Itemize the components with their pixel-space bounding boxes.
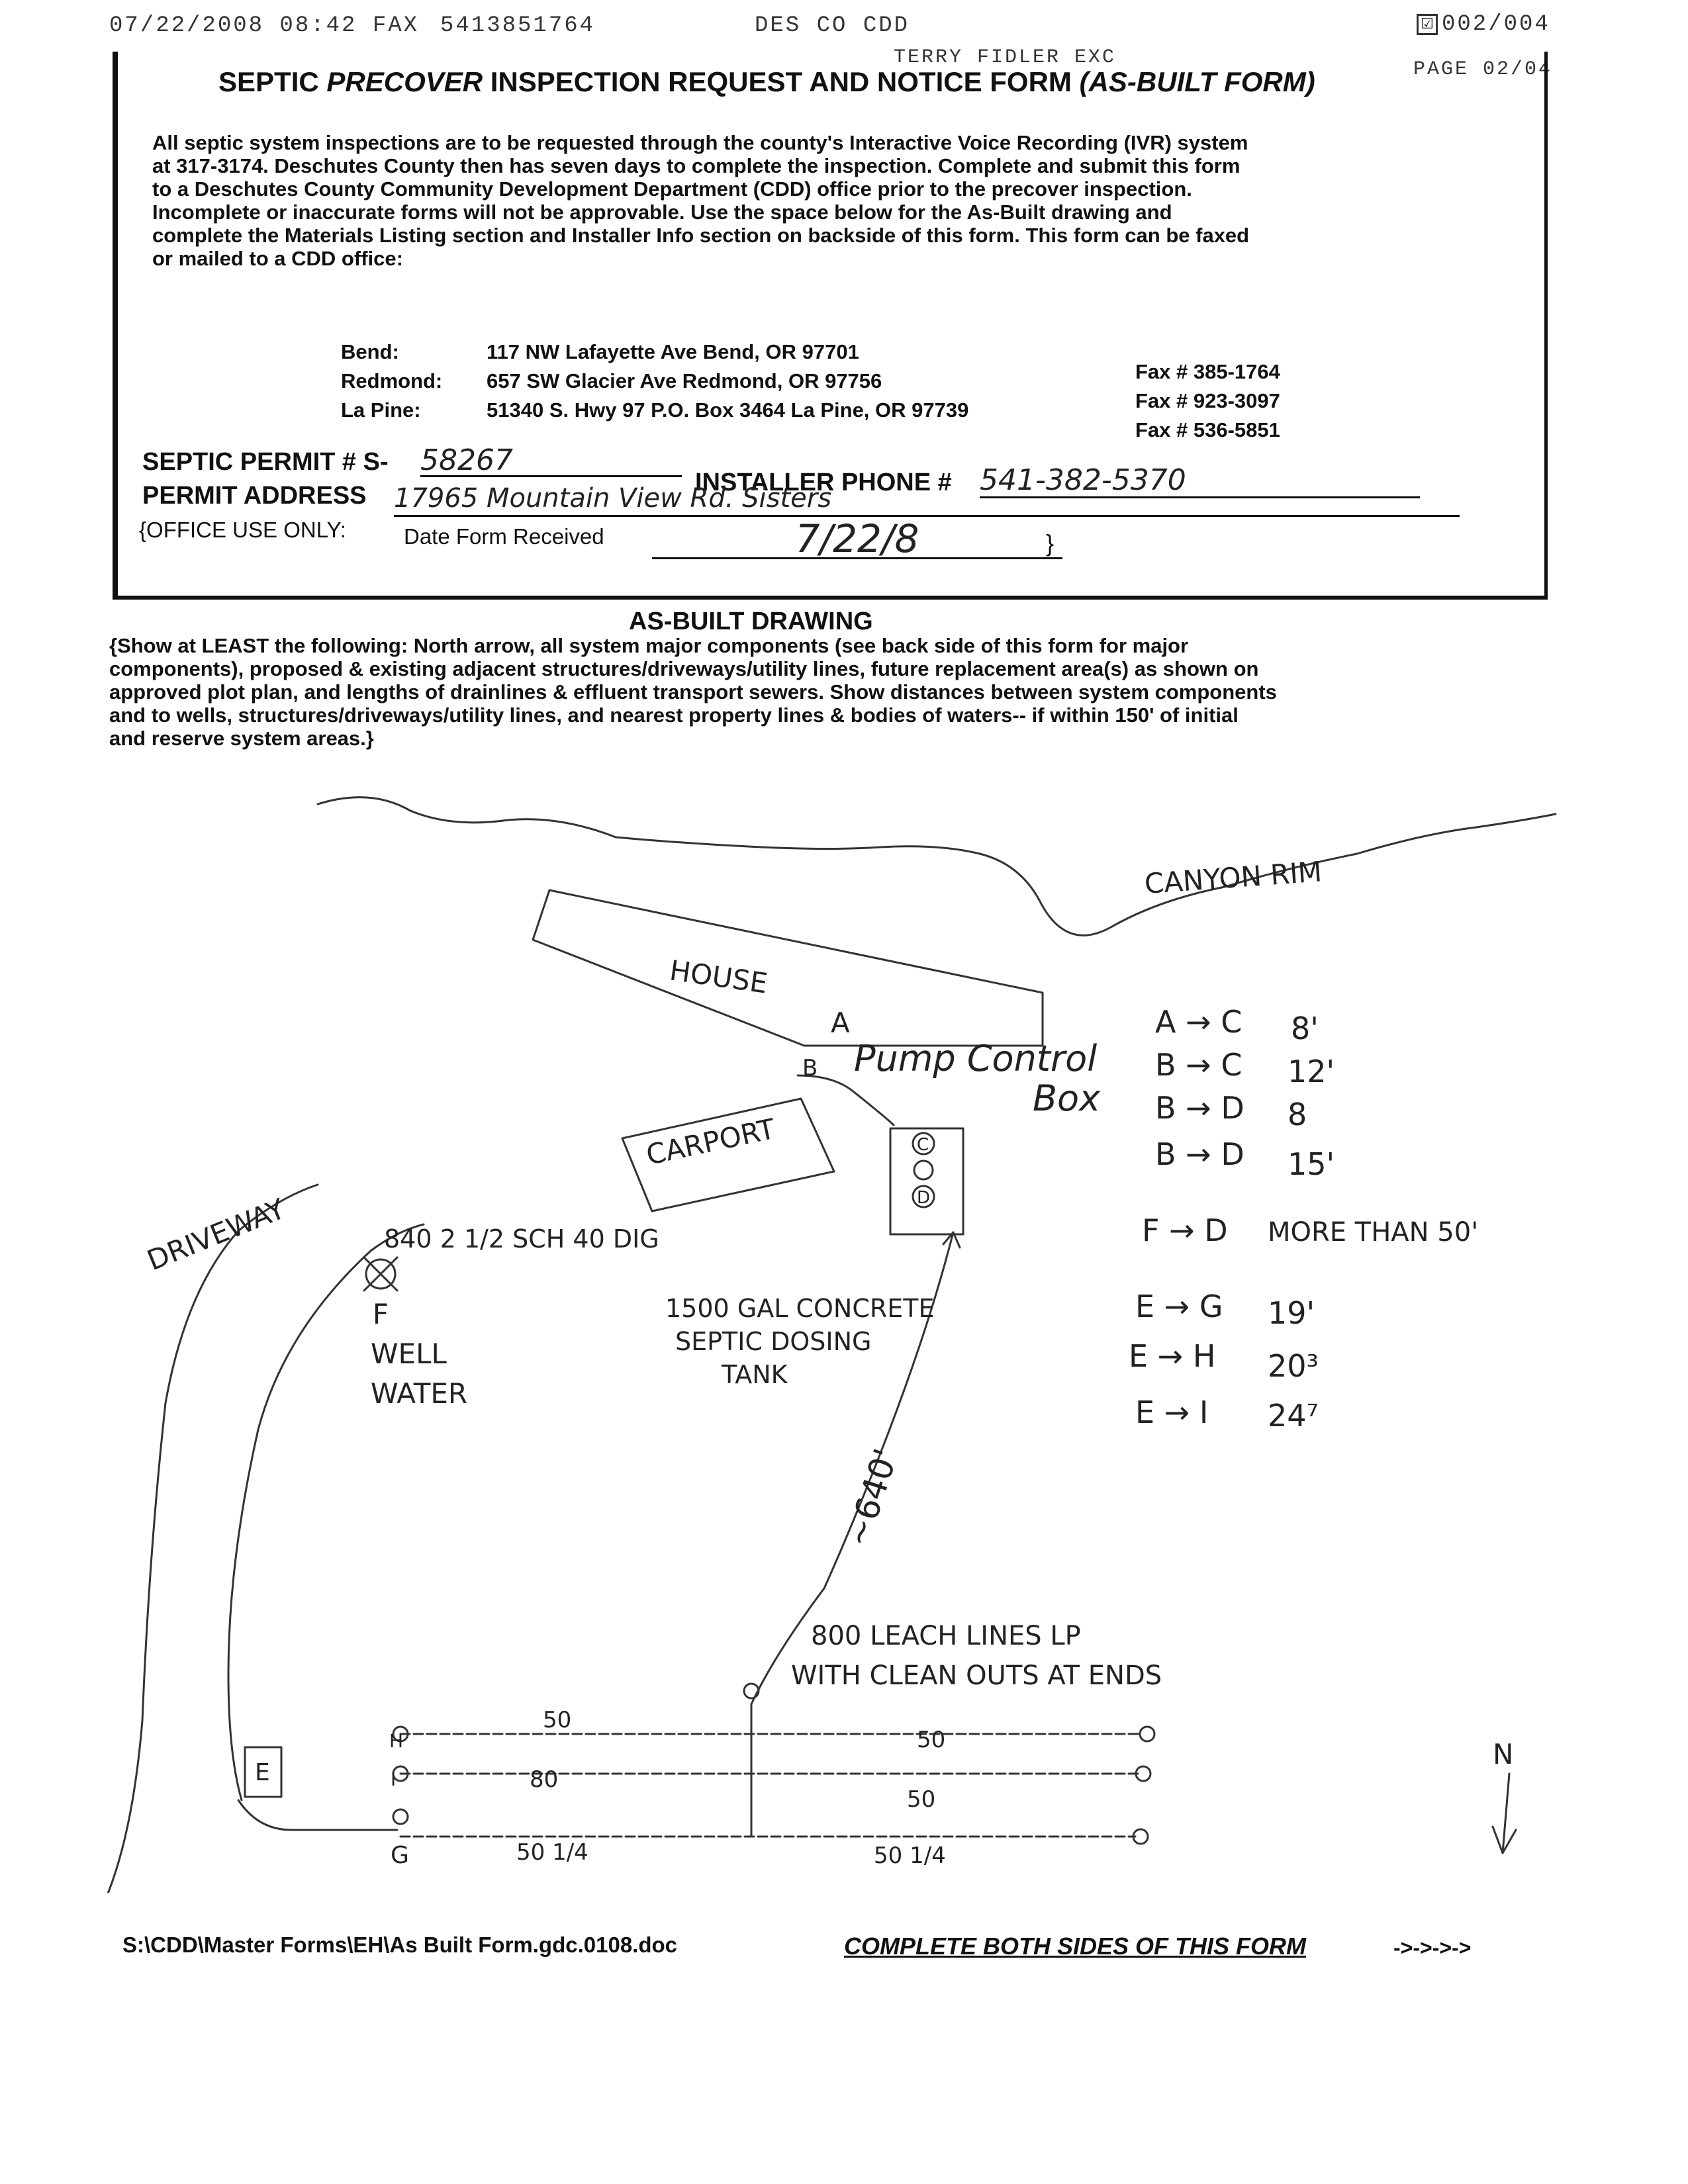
north-arrow-icon bbox=[1493, 1774, 1516, 1853]
distance-6-pair: E → G bbox=[1135, 1289, 1223, 1324]
office-cities: Bend: Redmond: La Pine: bbox=[341, 340, 443, 422]
driveway-line bbox=[103, 1185, 318, 1893]
distance-1-pair: A → C bbox=[1155, 1004, 1243, 1040]
distance-5-pair: F → D bbox=[1142, 1212, 1228, 1248]
cleanout-g-left bbox=[393, 1809, 408, 1824]
distance-5-value: MORE THAN 50' bbox=[1268, 1217, 1479, 1248]
tank-label-line2: SEPTIC DOSING bbox=[675, 1327, 872, 1356]
point-a-label: A bbox=[831, 1007, 850, 1039]
distance-4-pair: B → D bbox=[1155, 1136, 1244, 1172]
tank-o-circle bbox=[914, 1161, 933, 1179]
lateral-i-label: I bbox=[391, 1768, 397, 1790]
distance-7-value: 20³ bbox=[1268, 1348, 1319, 1384]
fax-page-count: ☑ 002/004 bbox=[1417, 12, 1550, 37]
distance-3-pair: B → D bbox=[1155, 1090, 1244, 1126]
footer-arrows: ->->->-> bbox=[1393, 1936, 1472, 1960]
pump-control-label: Pump Control bbox=[854, 1038, 1098, 1079]
lateral-g-label: G bbox=[391, 1842, 409, 1869]
house-outline bbox=[533, 890, 1043, 1046]
as-built-sketch bbox=[0, 768, 1688, 1893]
tank-label-line3: TANK bbox=[722, 1360, 788, 1389]
fax-page-label: PAGE 02/04 bbox=[1413, 58, 1553, 81]
tank-c-label: C bbox=[917, 1135, 929, 1155]
driveway-label: DRIVEWAY bbox=[142, 1192, 290, 1277]
lateral-h-label: H bbox=[389, 1730, 404, 1752]
date-received-label: Date Form Received bbox=[404, 524, 604, 549]
manifold-node bbox=[744, 1684, 759, 1698]
cleanout-h-right bbox=[1140, 1727, 1154, 1741]
clean-outs-label: WITH CLEAN OUTS AT ENDS bbox=[791, 1661, 1162, 1691]
form-title: SEPTIC PRECOVER INSPECTION REQUEST AND NOTICE FORM (AS-BUILT FORM) bbox=[218, 66, 1315, 97]
distance-2-pair: B → C bbox=[1155, 1047, 1243, 1083]
pump-control-wire bbox=[798, 1075, 894, 1125]
distance-2-value: 12' bbox=[1288, 1054, 1335, 1089]
installer-phone-field[interactable]: 541-382-5370 bbox=[980, 463, 1420, 498]
water-label: WATER bbox=[371, 1377, 468, 1410]
fax-datetime: 07/22/2008 08:42 FAX bbox=[109, 13, 420, 38]
distance-7-pair: E → H bbox=[1129, 1338, 1216, 1374]
transport-length-label: ~640' bbox=[838, 1444, 906, 1551]
intro-text: All septic system inspections are to be requested through the county's Interactive Voice Recording (IVR) system at 317-3174. Deschutes County then has seven days to complete the inspection. Complete and submit this form to a Deschutes County Community Development Department (CDD) office prior to the precover inspection. Incomplete or inaccurate forms will not be approvable. Use the space below for the As-Built drawing and complete the Materials Listing section and Installer Info section on backside of this form. This form can be faxed or mailed to a CDD office: bbox=[152, 131, 1250, 270]
pump-control-box-label: Box bbox=[1033, 1077, 1101, 1119]
carport-label: CARPORT bbox=[643, 1112, 778, 1171]
tank-label-line1: 1500 GAL CONCRETE bbox=[665, 1294, 935, 1323]
permit-address-label: PERMIT ADDRESS bbox=[142, 482, 367, 510]
fax-sub-sender: TERRY FIDLER EXC bbox=[894, 46, 1117, 69]
office-use-label: {OFFICE USE ONLY: bbox=[139, 518, 346, 542]
fax-number: 5413851764 bbox=[440, 13, 596, 38]
permit-number-field[interactable]: 58267 bbox=[420, 443, 682, 477]
footer-file-path: S:\CDD\Master Forms\EH\As Built Form.gdc.0108.doc bbox=[122, 1933, 678, 1957]
distance-1-value: 8' bbox=[1291, 1011, 1319, 1046]
distance-8-pair: E → I bbox=[1135, 1394, 1209, 1430]
length-label-i-left: 80 bbox=[530, 1766, 559, 1793]
permit-label: SEPTIC PERMIT # S- bbox=[142, 448, 389, 476]
office-use-close: } bbox=[1046, 529, 1055, 557]
permit-address-field[interactable]: 17965 Mountain View Rd. Sisters bbox=[394, 483, 1460, 517]
office-addresses: 117 NW Lafayette Ave Bend, OR 97701 657 SW Glacier Ave Redmond, OR 97756 51340 S. Hwy 97 P.O. Box 3464 La Pine, OR 97739 bbox=[487, 340, 969, 422]
e-connector bbox=[238, 1800, 397, 1830]
house-label: HOUSE bbox=[667, 954, 770, 1000]
checkbox-icon: ☑ bbox=[1417, 14, 1438, 35]
distance-3-value: 8 bbox=[1288, 1097, 1307, 1132]
pipe-note-label: 840 2 1/2 SCH 40 DIG bbox=[384, 1224, 659, 1253]
distance-8-value: 24⁷ bbox=[1268, 1398, 1319, 1433]
date-received-field[interactable]: 7/22/8 bbox=[652, 516, 1062, 559]
canyon-rim-label: CANYON RIM bbox=[1143, 855, 1323, 900]
north-label: N bbox=[1493, 1738, 1514, 1770]
tank-d-label: D bbox=[917, 1188, 931, 1208]
well-label: WELL bbox=[371, 1338, 447, 1370]
length-label-i-right: 50 bbox=[907, 1786, 936, 1813]
leach-lines-label: 800 LEACH LINES LP bbox=[811, 1621, 1081, 1651]
as-built-heading: AS-BUILT DRAWING bbox=[629, 608, 873, 635]
fax-sender: DES CO CDD bbox=[755, 13, 910, 38]
well-x-icon bbox=[364, 1257, 397, 1291]
footer-instruction: COMPLETE BOTH SIDES OF THIS FORM bbox=[844, 1933, 1307, 1960]
length-label-g-left: 50 1/4 bbox=[516, 1839, 588, 1866]
length-label-g-right: 50 1/4 bbox=[874, 1843, 946, 1869]
length-label-h-right: 50 bbox=[917, 1727, 946, 1753]
distance-6-value: 19' bbox=[1268, 1295, 1315, 1331]
length-label-h-left: 50 bbox=[543, 1707, 572, 1733]
point-b-label: B bbox=[802, 1055, 818, 1081]
installer-phone-label: INSTALLER PHONE # bbox=[695, 469, 952, 496]
distance-4-value: 15' bbox=[1288, 1146, 1335, 1182]
box-e-label: E bbox=[255, 1759, 270, 1786]
as-built-instructions: {Show at LEAST the following: North arrow, all system major components (see back side of this form for major components), proposed & existing adjacent structures/driveways/utility lines, future replacement area(s) as shown on approved plot plan, and lengths of drainlines & effluent transport sewers. Show distances between system components and to wells, structures/driveways/utility lines, and nearest property lines & bodies of waters-- if within 150' of initial and reserve system areas.} bbox=[109, 634, 1277, 750]
well-marker-label: F bbox=[372, 1298, 389, 1330]
office-faxes: Fax # 385-1764 Fax # 923-3097 Fax # 536-5851 bbox=[1135, 360, 1280, 441]
canyon-rim-line bbox=[318, 797, 1556, 936]
driveway-line-inner bbox=[228, 1224, 424, 1800]
